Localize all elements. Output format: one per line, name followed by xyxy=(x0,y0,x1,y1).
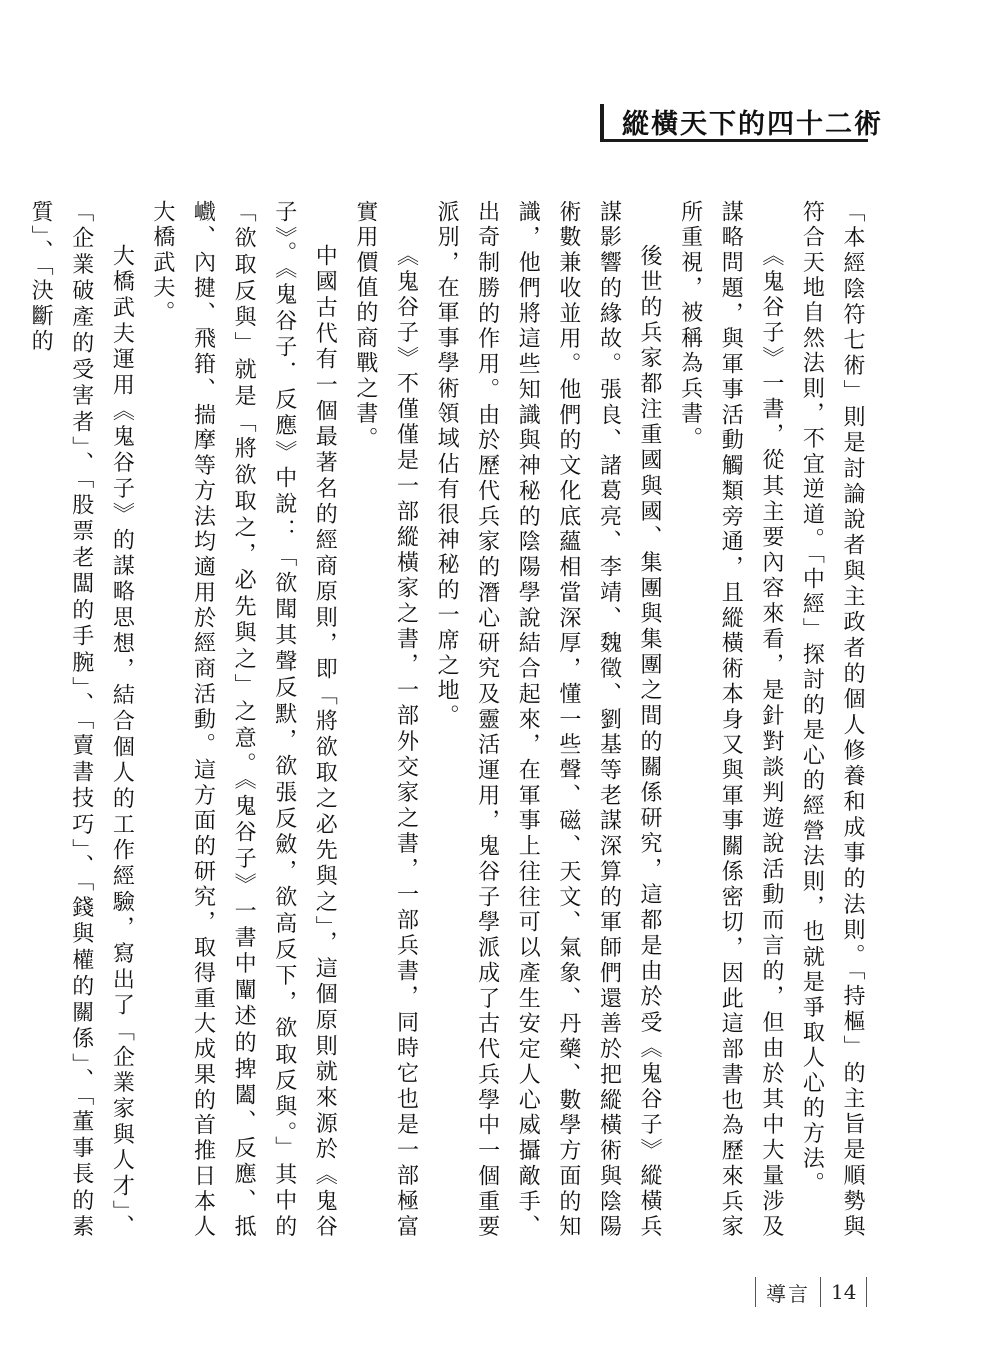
book-title: 縱橫天下的四十二術 xyxy=(622,109,883,140)
paragraph-3: 後世的兵家都注重國與國、集團與集團之間的關係研究，這都是由於受《鬼谷子》縱橫兵謀影響的緣故。張良、諸葛亮、李靖、魏徵、劉基等老謀深算的軍師們還善於把縱橫術與陰陽術數兼收並用。他們的文化底蘊相當深厚，懂一些聲、磁、天文、氣象、丹藥、數學方面的知識，他們將這些知識與神秘的陰陽學說結合起來，在軍事上往往可以產生安定人心威攝敵手、出奇制勝的作用。由於歷代兵家的潛心研究及靈活運用，鬼谷子學派成了古代兵學中一個重要派別，在軍事學術領域佔有很神秘的一席之地。 xyxy=(434,200,663,1240)
page-number: 14 xyxy=(831,1280,857,1304)
paragraph-6: 大橋武夫運用《鬼谷子》的謀略思想，結合個人的工作經驗，寫出了「企業家與人才」、「企業破產的受害者」、「股票老闆的手腕」、「賣書技巧」、「錢與權的關係」、「董事長的素質」、「決斷的 xyxy=(28,200,135,1240)
paragraph-2: 《鬼谷子》一書，從其主要內容來看，是針對談判遊說活動而言的，但由於其中大量涉及謀略問題，與軍事活動觸類旁通，且縱橫術本身又與軍事關係密切，因此這部書也為歷來兵家所重視，被稱為兵書。 xyxy=(677,200,784,1240)
running-header xyxy=(600,96,883,142)
header-rule-left xyxy=(600,104,604,142)
paragraph-1: 「本經陰符七術」則是討論說者與主政者的個人修養和成事的法則。「持樞」的主旨是順勢與符合天地自然法則，不宜逆道。「中經」探討的是心的經營法則，也就是爭取人心的方法。 xyxy=(799,200,865,1240)
paragraph-4: 《鬼谷子》不僅僅是一部縱橫家之書，一部外交家之書，一部兵書，同時它也是一部極富實用價值的商戰之書。 xyxy=(352,200,419,1240)
section-name: 導言 xyxy=(766,1281,810,1306)
body-text xyxy=(28,200,872,1240)
footer-divider xyxy=(866,1277,867,1307)
footer-divider xyxy=(755,1277,756,1307)
footer-divider xyxy=(820,1277,821,1307)
page-footer xyxy=(745,1272,877,1312)
paragraph-5: 中國古代有一個最著名的經商原則，即「將欲取之必先與之」，這個原則就來源於《鬼谷子》。《鬼谷子．反應》中說：「欲聞其聲反默，欲張反斂，欲高反下，欲取反與。」其中的「欲取反與」就是「將欲取之，必先與之」之意。《鬼谷子》一書中闡述的捭闔、反應、抵巇、內揵、飛箝、揣摩等方法均適用於經商活動。這方面的研究，取得重大成果的首推日本人大橋武夫。 xyxy=(149,200,338,1240)
